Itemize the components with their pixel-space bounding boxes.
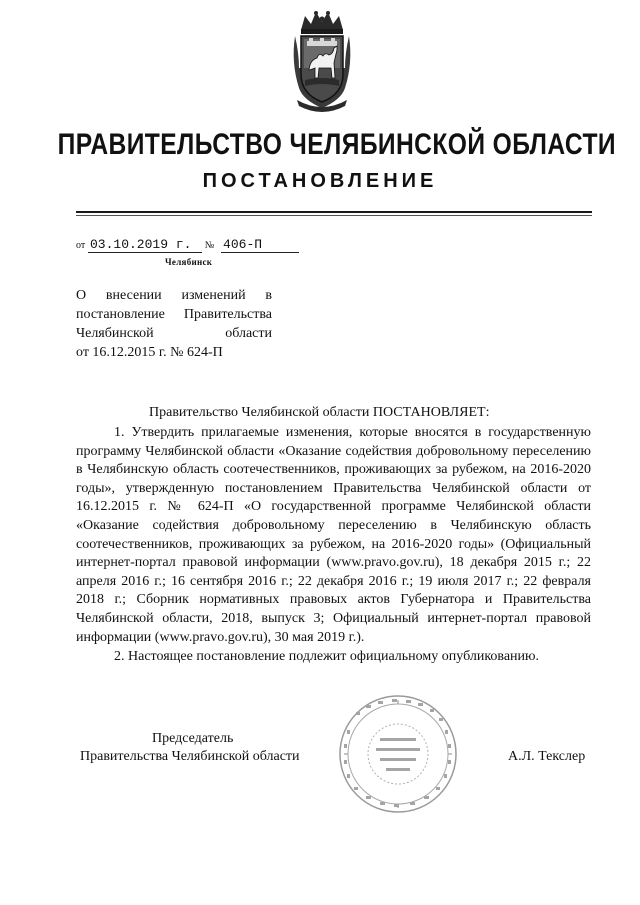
- subject-line: постановление Правительства: [76, 307, 272, 322]
- document-date: 03.10.2019 г.: [88, 238, 202, 253]
- signatory-position-line2: Правительства Челябинской области: [80, 749, 300, 764]
- signatory-position-line1: Председатель: [152, 731, 234, 746]
- subject-line: Челябинской области: [76, 326, 272, 341]
- subject-line: от 16.12.2015 г. № 624-П: [76, 345, 223, 360]
- number-label: №: [204, 240, 215, 251]
- date-number-line: [76, 238, 299, 258]
- official-seal-stamp-icon: [336, 692, 460, 816]
- subject-line: О внесении изменений в: [76, 288, 272, 303]
- header-divider-thin: [76, 215, 592, 216]
- government-title: ПРАВИТЕЛЬСТВО ЧЕЛЯБИНСКОЙ ОБЛАСТИ: [57, 128, 617, 161]
- document-type-title: ПОСТАНОВЛЕНИЕ: [202, 170, 438, 192]
- clause-1: 1. Утвердить прилагаемые изменения, которые вносятся в государственную программу Челябинской области «Оказание содействия добровольному переселению в Челябинскую область соотечественников, проживающих за рубежом, на 2016-2020 годы», утвержденную постановлением Правительства Челябинской области от 16.12.2015 г. № 624-П «О государственной программе Челябинской области «Оказание содействия добровольному переселению в Челябинскую область соотечественников, проживающих за рубежом, на 2016-2020 годы» (Официальный интернет-портал правовой информации (www.pravo.gov.ru), 18 декабря 2015 г.; 22 апреля 2016 г.; 16 сентября 2016 г.; 22 декабря 2016 г.; 19 июля 2017 г.; 22 февраля 2018 г.; Сборник нормативных правовых актов Губернатора и Правительства Челябинской области, 2018, выпуск 3; Официальный интернет-портал правовой информации (www.pravo.gov.ru), 30 мая 2019 г.).: [76, 425, 591, 645]
- document-subject: [76, 286, 272, 362]
- header-divider: [76, 211, 592, 213]
- document-number: 406-П: [221, 238, 299, 253]
- preamble: Правительство Челябинской области ПОСТАНОВЛЯЕТ:: [149, 405, 490, 420]
- clause-2: 2. Настоящее постановление подлежит официальному опубликованию.: [114, 649, 539, 665]
- city-label: Челябинск: [165, 257, 213, 267]
- chelyabinsk-coat-of-arms-icon: [289, 8, 355, 112]
- date-label: от: [76, 240, 86, 251]
- document-body: [76, 424, 591, 667]
- signatory-name: А.Л. Текслер: [508, 749, 586, 764]
